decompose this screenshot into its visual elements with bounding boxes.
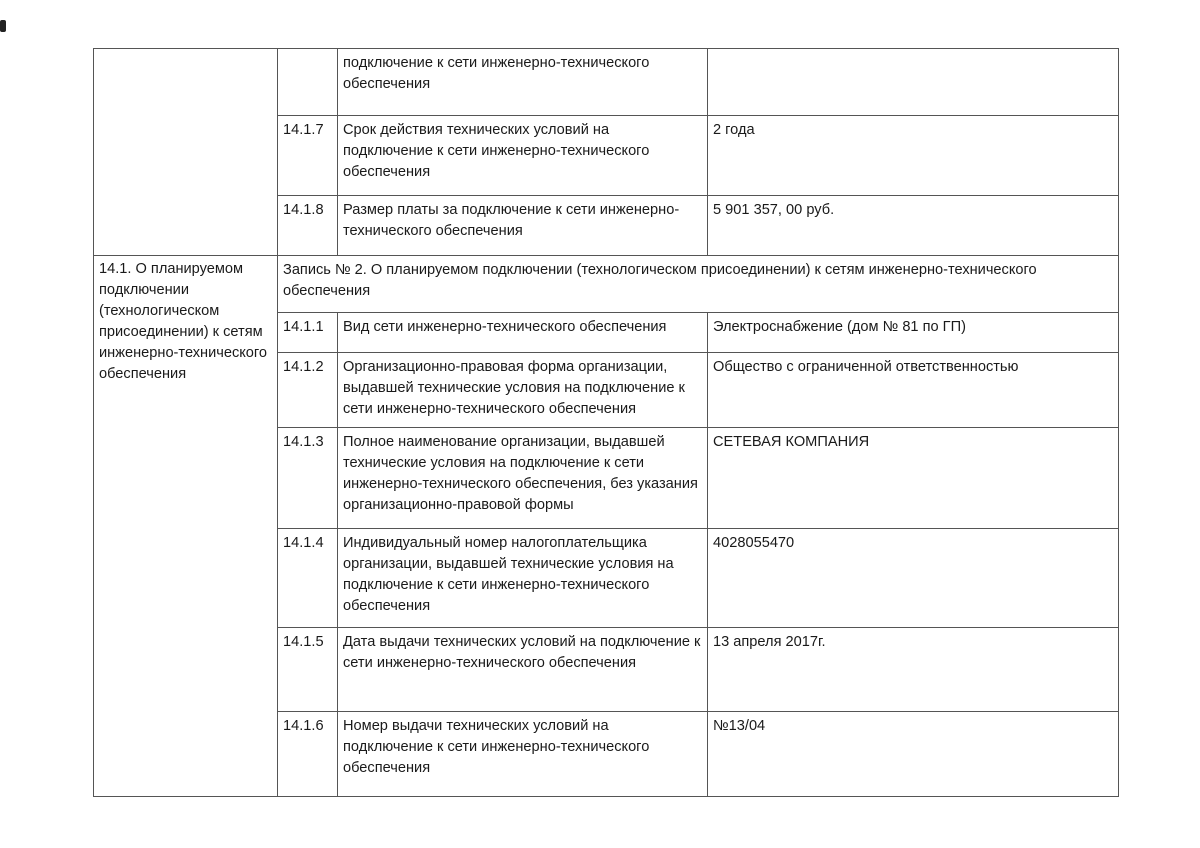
record-header: Запись № 2. О планируемом подключении (технологическом присоединении) к сетям инженерно-технического обеспечения [278,256,1119,313]
row-number: 14.1.7 [278,116,338,196]
row-number: 14.1.8 [278,196,338,256]
table-row [94,49,1119,116]
row-number [278,49,338,116]
row-label: Организационно-правовая форма организации, выдавшей технические условия на подключение к сети инженерно-технического обеспечения [338,353,708,428]
row-value [708,49,1119,116]
row-number: 14.1.1 [278,313,338,353]
row-label: Срок действия технических условий на подключение к сети инженерно-технического обеспечения [338,116,708,196]
empty-section-cell [94,49,278,256]
row-number: 14.1.2 [278,353,338,428]
row-number: 14.1.5 [278,628,338,712]
disclosure-table [93,48,1119,797]
row-value: 5 901 357, 00 руб. [708,196,1119,256]
row-label: Дата выдачи технических условий на подключение к сети инженерно-технического обеспечения [338,628,708,712]
row-label: Номер выдачи технических условий на подключение к сети инженерно-технического обеспечения [338,712,708,797]
section-title: 14.1. О планируемом подключении (технологическом присоединении) к сетям инженерно-технического обеспечения [94,256,278,797]
row-number: 14.1.3 [278,428,338,529]
row-value: Общество с ограниченной ответственностью [708,353,1119,428]
record-header-row [94,256,1119,313]
row-value: 13 апреля 2017г. [708,628,1119,712]
row-label: подключение к сети инженерно-технического обеспечения [338,49,708,116]
row-label: Вид сети инженерно-технического обеспечения [338,313,708,353]
row-label: Индивидуальный номер налогоплательщика организации, выдавшей технические условия на подключение к сети инженерно-технического обеспечения [338,529,708,628]
row-label: Полное наименование организации, выдавшей технические условия на подключение к сети инженерно-технического обеспечения, без указания организационно-правовой формы [338,428,708,529]
row-label: Размер платы за подключение к сети инженерно-технического обеспечения [338,196,708,256]
scan-mark [0,20,6,32]
row-value: СЕТЕВАЯ КОМПАНИЯ [708,428,1119,529]
row-value: Электроснабжение (дом № 81 по ГП) [708,313,1119,353]
row-number: 14.1.6 [278,712,338,797]
row-value: 4028055470 [708,529,1119,628]
row-value: 2 года [708,116,1119,196]
row-value: №13/04 [708,712,1119,797]
row-number: 14.1.4 [278,529,338,628]
